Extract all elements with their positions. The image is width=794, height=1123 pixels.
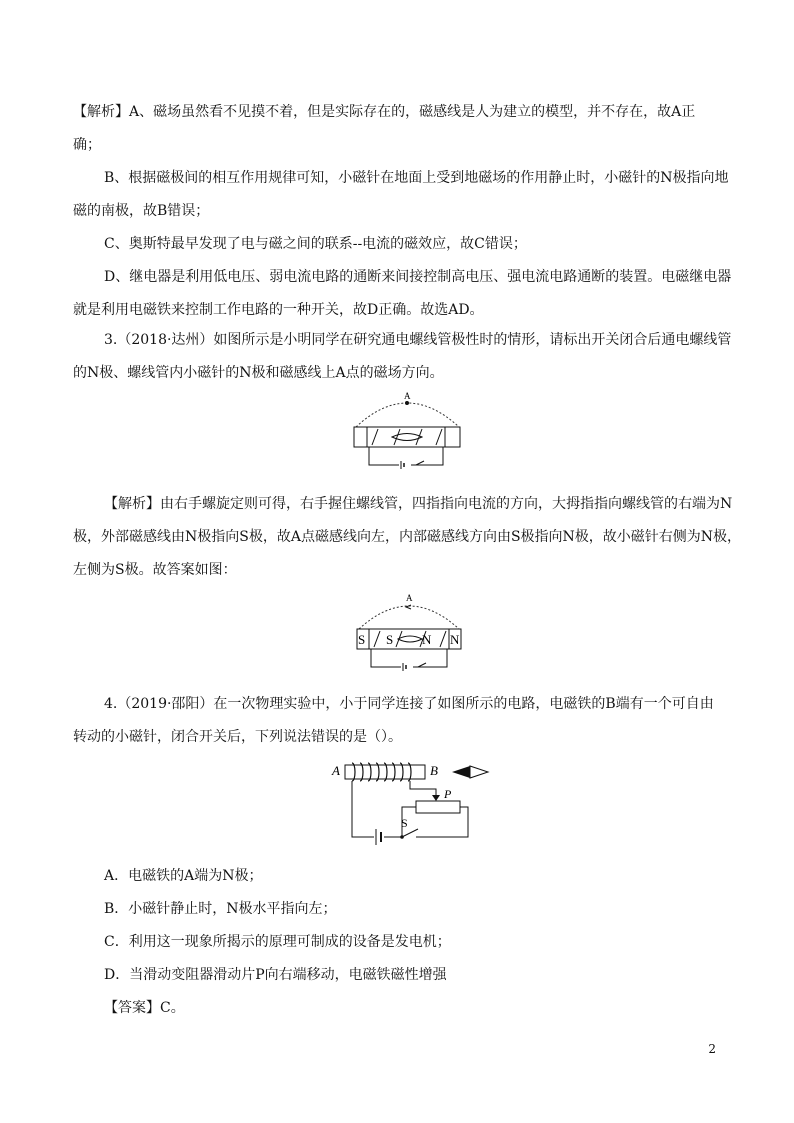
compass-needle-light-half — [470, 766, 488, 778]
point-a-dot — [405, 401, 409, 405]
analysis-1-line-1 — [73, 101, 695, 121]
analysis-3-line-2: 极，外部磁感线由N极指向S极，故A点磁感线向左，内部磁感线方向由S极指向N极，故小磁针右侧为N极， — [73, 529, 742, 545]
slider-wire — [410, 781, 436, 799]
analysis-3-line-1: 【解析】由右手螺旋定则可得，右手握住螺线管，四指指向电流的方向，大拇指指向螺线管的右端为N — [104, 496, 733, 512]
slider-p-arrow — [432, 795, 440, 801]
answer-label-s-inner: S — [386, 632, 394, 647]
option-a: A．电磁铁的A端为N极； — [104, 868, 263, 884]
slider-p-label: P — [444, 787, 452, 801]
page-number: 2 — [708, 1042, 716, 1056]
option-c: C．利用这一现象所揭示的原理可制成的设备是发电机； — [104, 934, 451, 950]
answer-field-line — [359, 606, 459, 629]
analysis-tag: 【解析】 — [73, 104, 129, 120]
question-3-line-2: 的N极、螺线管内小磁针的N极和磁感线上A点的磁场方向。 — [73, 365, 444, 381]
analysis-1-b-line-1: B、根据磁极间的相互作用规律可知，小磁针在地面上受到地磁场的作用静止时，小磁针的N极指向地 — [104, 170, 729, 186]
switch-s-label: S — [401, 816, 408, 830]
answer-point-a-label: A — [406, 593, 413, 603]
analysis-1-d-line-2: 就是利用电磁铁来控制工作电路的一种开关，故D正确。故选AD。 — [73, 302, 484, 318]
analysis-1-a-text: A、磁场虽然看不见摸不着，但是实际存在的，磁感线是人为建立的模型，并不存在，故A正 — [129, 104, 696, 120]
answer-coil-windings — [374, 631, 446, 647]
field-direction-arrow — [406, 605, 411, 609]
switch — [416, 461, 424, 465]
answer-line: 【答案】C。 — [104, 1000, 185, 1016]
option-b: B．小磁针静止时，N极水平指向左； — [104, 901, 337, 917]
rheostat — [416, 801, 460, 813]
compass-needle-dark-half — [452, 766, 470, 778]
analysis-3-line-3: 左侧为S极。故答案如图： — [73, 562, 237, 578]
circuit-wire — [369, 447, 443, 465]
answer-label-n-inner: N — [422, 632, 432, 647]
answer-label-s-left: S — [358, 632, 366, 647]
electromagnet-circuit-figure — [330, 755, 490, 855]
end-b-label: B — [430, 763, 438, 778]
analysis-1-b-line-2: 磁的南极，故B错误； — [73, 203, 210, 219]
question-4-line-1: 4.（2019·邵阳）在一次物理实验中，小于同学连接了如图所示的电路，电磁铁的B端有一个可自由 — [104, 696, 714, 712]
answer-circuit-wire — [371, 649, 447, 667]
solenoid-figure — [350, 385, 465, 475]
question-4-line-2: 转动的小磁针，闭合开关后，下列说法错误的是（）。 — [73, 729, 402, 745]
solenoid-core — [354, 427, 460, 447]
end-a-label: A — [332, 763, 340, 778]
option-d: D．当滑动变阻器滑动片P向右端移动，电磁铁磁性增强 — [104, 967, 447, 983]
analysis-1-line-2: 确； — [73, 137, 101, 153]
question-3-line-1: 3.（2018·达州）如图所示是小明同学在研究通电螺线管极性时的情形，请标出开关闭合后通电螺线管 — [104, 332, 732, 348]
answer-switch — [418, 663, 426, 667]
field-line — [356, 403, 459, 427]
answer-solenoid-figure — [354, 589, 464, 677]
answer-coil-body — [369, 629, 449, 649]
analysis-1-c-line: C、奥斯特最早发现了电与磁之间的联系--电流的磁效应，故C错误； — [104, 236, 527, 252]
analysis-1-d-line-1: D、继电器是利用低电压、弱电流电路的通断来间接控制高电压、强电流电路通断的装置。电磁继电器 — [104, 269, 732, 285]
electromagnet-coil — [352, 763, 411, 781]
coil-windings — [372, 429, 442, 445]
answer-compass-needle — [398, 636, 422, 642]
electromagnet-core — [345, 765, 425, 779]
point-a-label: A — [404, 391, 411, 401]
switch-lever — [402, 829, 418, 837]
coil-body — [367, 427, 445, 447]
answer-label-n-right: N — [450, 632, 460, 647]
